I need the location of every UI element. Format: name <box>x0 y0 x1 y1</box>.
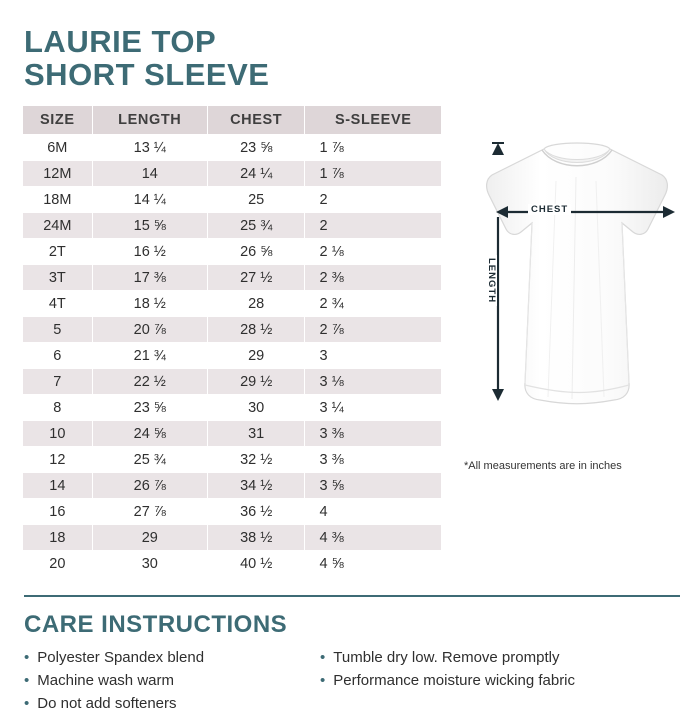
table-cell: 3 ¼ <box>305 395 442 421</box>
page-title-line-1: LAURIE TOP <box>24 24 217 59</box>
table-cell: 12 <box>23 447 93 473</box>
table-row <box>23 291 442 317</box>
table-cell: 30 <box>207 395 305 421</box>
table-cell: 21 ¾ <box>92 343 207 369</box>
table-cell: 24M <box>23 213 93 239</box>
table-row <box>23 239 442 265</box>
table-row <box>23 343 442 369</box>
table-cell: 28 ½ <box>207 317 305 343</box>
table-cell: 2 ⅛ <box>305 239 442 265</box>
list-item <box>24 695 320 712</box>
care-instructions-heading: CARE INSTRUCTIONS <box>24 611 288 639</box>
chest-measure-label: CHEST <box>528 204 571 215</box>
table-cell: 40 ½ <box>207 551 305 577</box>
table-cell: 10 <box>23 421 93 447</box>
table-cell: 2 <box>305 187 442 213</box>
table-cell: 23 ⅝ <box>207 135 305 161</box>
table-cell: 34 ½ <box>207 473 305 499</box>
table-cell: 14 <box>92 161 207 187</box>
table-cell: 6M <box>23 135 93 161</box>
table-cell: 24 ¼ <box>207 161 305 187</box>
table-cell: 5 <box>23 317 93 343</box>
table-cell: 14 <box>23 473 93 499</box>
table-row <box>23 161 442 187</box>
table-cell: 18M <box>23 187 93 213</box>
list-item <box>24 672 320 689</box>
table-cell: 4 ⅜ <box>305 525 442 551</box>
table-cell: 14 ¼ <box>92 187 207 213</box>
list-item <box>320 649 650 666</box>
table-cell: 29 <box>92 525 207 551</box>
list-item <box>320 672 650 689</box>
table-cell: 26 ⅝ <box>207 239 305 265</box>
table-cell: 25 ¾ <box>92 447 207 473</box>
column-header-chest: CHEST <box>207 106 305 135</box>
table-cell: 13 ¼ <box>92 135 207 161</box>
table-cell: 16 ½ <box>92 239 207 265</box>
table-cell: 38 ½ <box>207 525 305 551</box>
table-row <box>23 135 442 161</box>
page-title <box>24 26 678 91</box>
table-cell: 27 ⅞ <box>92 499 207 525</box>
table-cell: 2 <box>305 213 442 239</box>
table-cell: 3 <box>305 343 442 369</box>
table-cell: 29 <box>207 343 305 369</box>
table-row <box>23 213 442 239</box>
table-cell: 36 ½ <box>207 499 305 525</box>
table-cell: 3 ⅛ <box>305 369 442 395</box>
table-cell: 32 ½ <box>207 447 305 473</box>
table-cell: 4T <box>23 291 93 317</box>
list-item <box>24 649 320 666</box>
table-cell: 3 ⅜ <box>305 421 442 447</box>
page-title-line-2: SHORT SLEEVE <box>24 56 270 92</box>
table-cell: 1 ⅞ <box>305 135 442 161</box>
table-cell: 6 <box>23 343 93 369</box>
care-item-label: Tumble dry low. Remove promptly <box>333 649 560 667</box>
size-table-wrapper <box>22 105 442 577</box>
bullet-icon: • <box>24 672 30 690</box>
bullet-icon: • <box>24 695 30 713</box>
table-cell: 25 ¾ <box>207 213 305 239</box>
table-row <box>23 265 442 291</box>
column-header-ssleeve: S-SLEEVE <box>305 106 442 135</box>
table-row <box>23 369 442 395</box>
table-row <box>23 499 442 525</box>
table-cell: 25 <box>207 187 305 213</box>
table-cell: 2 ⅞ <box>305 317 442 343</box>
table-row <box>23 473 442 499</box>
care-item-label: Do not add softeners <box>37 695 177 713</box>
care-item-label: Performance moisture wicking fabric <box>333 672 576 690</box>
table-cell: 7 <box>23 369 93 395</box>
care-item-label: Machine wash warm <box>37 672 174 690</box>
table-cell: 3T <box>23 265 93 291</box>
table-cell: 30 <box>92 551 207 577</box>
column-header-length: LENGTH <box>92 106 207 135</box>
table-row <box>23 525 442 551</box>
table-row <box>23 421 442 447</box>
garment-diagram <box>462 105 678 525</box>
table-cell: 2 ¾ <box>305 291 442 317</box>
care-column-right <box>320 649 650 718</box>
table-row <box>23 551 442 577</box>
bullet-icon: • <box>24 649 30 667</box>
table-cell: 20 ⅞ <box>92 317 207 343</box>
table-row <box>23 395 442 421</box>
measurement-note: *All measurements are in inches <box>464 460 622 473</box>
size-table-body <box>23 135 442 577</box>
table-cell: 20 <box>23 551 93 577</box>
table-cell: 4 ⅝ <box>305 551 442 577</box>
table-row <box>23 317 442 343</box>
table-cell: 8 <box>23 395 93 421</box>
table-cell: 3 ⅜ <box>305 447 442 473</box>
care-column-left <box>24 649 320 718</box>
table-cell: 2 ⅜ <box>305 265 442 291</box>
table-cell: 12M <box>23 161 93 187</box>
table-cell: 16 <box>23 499 93 525</box>
chart-content <box>22 105 678 577</box>
table-cell: 3 ⅝ <box>305 473 442 499</box>
bullet-icon: • <box>320 672 326 690</box>
table-cell: 24 ⅝ <box>92 421 207 447</box>
table-cell: 1 ⅞ <box>305 161 442 187</box>
bullet-icon: • <box>320 649 326 667</box>
column-header-size: SIZE <box>23 106 93 135</box>
table-cell: 23 ⅝ <box>92 395 207 421</box>
care-instructions-columns <box>24 649 678 718</box>
length-measure-label: LENGTH <box>486 255 497 306</box>
table-cell: 27 ½ <box>207 265 305 291</box>
section-divider <box>24 595 680 597</box>
table-cell: 2T <box>23 239 93 265</box>
table-cell: 15 ⅝ <box>92 213 207 239</box>
table-row <box>23 187 442 213</box>
table-cell: 22 ½ <box>92 369 207 395</box>
table-cell: 17 ⅜ <box>92 265 207 291</box>
table-cell: 18 ½ <box>92 291 207 317</box>
table-cell: 31 <box>207 421 305 447</box>
table-cell: 26 ⅞ <box>92 473 207 499</box>
size-table <box>22 105 442 577</box>
table-header-row <box>23 106 442 135</box>
table-cell: 29 ½ <box>207 369 305 395</box>
care-item-label: Polyester Spandex blend <box>37 649 205 667</box>
table-row <box>23 447 442 473</box>
table-cell: 28 <box>207 291 305 317</box>
table-cell: 4 <box>305 499 442 525</box>
table-cell: 18 <box>23 525 93 551</box>
